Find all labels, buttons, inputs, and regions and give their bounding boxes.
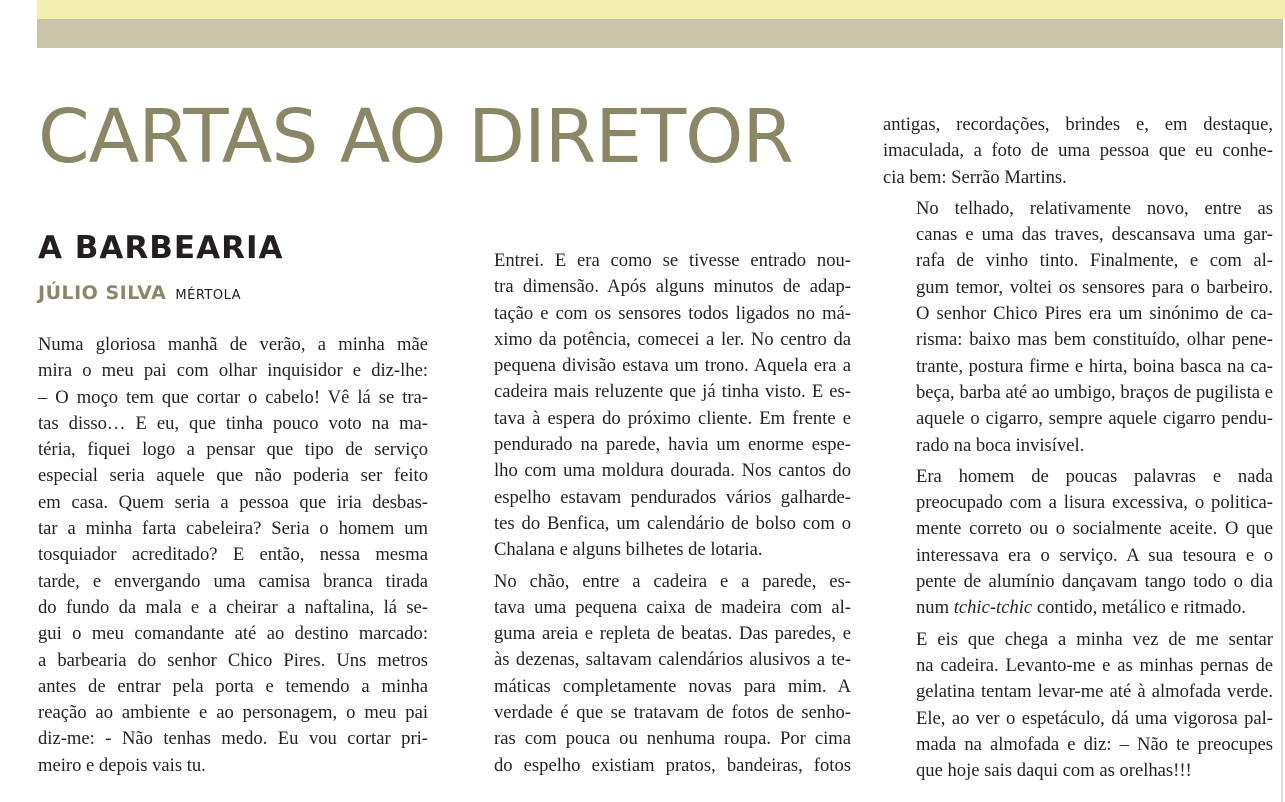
byline bbox=[38, 282, 241, 304]
text-line: trante, postura firme e hirta, boina basca na ca- bbox=[916, 355, 1273, 377]
text-line: reação ao ambiente e ao personagem, o meu pai bbox=[38, 702, 428, 724]
text-line: mada na almofada e diz: – Não te preocupes bbox=[916, 733, 1273, 755]
text-line: canas e uma das traves, descansava uma gar- bbox=[916, 224, 1273, 246]
text-line: cadeira mais reluzente que já tinha visto. E es- bbox=[494, 381, 851, 403]
text-line: interessava era o serviço. A sua tesoura e o bbox=[916, 544, 1273, 566]
text-line: risma: baixo mas bem constituído, olhar pene- bbox=[916, 329, 1273, 351]
article-column-2 bbox=[461, 248, 851, 779]
text-line: gum temor, voltei os sensores para o barbeiro. bbox=[916, 276, 1273, 298]
text-line: Ele, ao ver o espetáculo, dá uma vigorosa pal- bbox=[916, 707, 1273, 729]
paragraph bbox=[883, 627, 1273, 785]
text-line: tas disso… E eu, que tinha pouco voto na ma- bbox=[38, 412, 428, 434]
text-line: rafa de vinho tinto. Finalmente, e com al- bbox=[916, 250, 1273, 272]
text-line: a barbearia do senhor Chico Pires. Uns metros bbox=[38, 649, 428, 671]
text-line: mira o meu pai com olhar inquisidor e diz-lhe: bbox=[38, 360, 428, 382]
text-line: tação e com os sensores todos ligados no má- bbox=[494, 302, 851, 324]
text-line: antes de entrar pela porta e temendo a minha bbox=[38, 675, 428, 697]
text-line: espelho estavam pendurados vários galharde- bbox=[494, 486, 851, 508]
paragraph bbox=[883, 112, 1273, 191]
section-title: CARTAS AO DIRETOR bbox=[38, 94, 793, 180]
text-line: Era homem de poucas palavras e nada bbox=[916, 465, 1273, 487]
text-line: ximo da potência, comecei a ler. No centro da bbox=[494, 328, 851, 350]
text-line: lho com uma moldura dourada. Nos cantos do bbox=[494, 460, 851, 482]
text-line: tes do Benfica, um calendário de bolso com o bbox=[494, 512, 851, 534]
paragraph bbox=[461, 248, 851, 564]
text-line: pequena divisão estava um trono. Aquela era a bbox=[494, 355, 851, 377]
header-band-yellow bbox=[37, 0, 1285, 19]
text-line: imaculada, a foto de uma pessoa que eu conhe- bbox=[883, 140, 1273, 162]
text-line: – O moço tem que cortar o cabelo! Vê lá se tra- bbox=[38, 386, 428, 408]
text-fragment: contido, metálico e ritmado. bbox=[1032, 597, 1246, 619]
text-line: Entrei. E era como se tivesse entrado nou- bbox=[494, 250, 851, 271]
text-line: tosquiador acreditado? E então, nessa mesma bbox=[38, 544, 428, 566]
text-line: mente correto ou o socialmente aceite. O que bbox=[916, 518, 1273, 540]
text-line: do fundo da mala e a cheirar a naftalina, lá se- bbox=[38, 596, 428, 618]
text-line: em casa. Quem seria a pessoa que iria desbas- bbox=[38, 491, 428, 513]
text-line: pendurado na parede, havia um enorme espe- bbox=[494, 434, 851, 456]
text-line: E eis que chega a minha vez de me sentar bbox=[916, 628, 1273, 650]
text-line: tava à espera do próximo cliente. Em frente e bbox=[494, 407, 851, 429]
text-line: do espelho existiam pratos, bandeiras, fotos bbox=[494, 754, 851, 776]
article-title: A BARBEARIA bbox=[38, 230, 284, 266]
paragraph bbox=[883, 464, 1273, 622]
text-line: téria, fiquei logo a pensar que tipo de serviço bbox=[38, 439, 428, 461]
text-line: rado na boca invisível. bbox=[916, 434, 1085, 456]
text-line: pente de alumínio dançavam tango todo o dia bbox=[916, 571, 1273, 593]
text-line: aquele o cigarro, sempre aquele cigarro pendu- bbox=[916, 408, 1273, 430]
text-line: No chão, entre a cadeira e a parede, es- bbox=[494, 570, 851, 592]
text-line: gelatina tentam levar-me até à almofada verde. bbox=[916, 681, 1273, 703]
article-column-3 bbox=[883, 112, 1273, 784]
text-line: tra dimensão. Após alguns minutos de adap- bbox=[494, 276, 851, 298]
header-band-gray bbox=[37, 19, 1283, 48]
author-name: JÚLIO SILVA bbox=[38, 282, 167, 304]
text-line: gui o meu comandante até ao destino marcado: bbox=[38, 623, 428, 645]
text-line bbox=[883, 595, 1273, 621]
text-line: que hoje sais daqui com as orelhas!!! bbox=[916, 760, 1192, 782]
text-line: verdade é que se tratavam de fotos de senho- bbox=[494, 702, 851, 724]
article-column-1 bbox=[38, 332, 428, 779]
paragraph bbox=[883, 196, 1273, 459]
text-line: máticas completamente novas para mim. A bbox=[494, 675, 851, 697]
text-line: às dezenas, saltavam calendários alusivos a te- bbox=[494, 649, 851, 671]
text-line: No telhado, relativamente novo, entre as bbox=[916, 197, 1273, 219]
paragraph bbox=[38, 332, 428, 779]
text-line: beça, barba até ao umbigo, braços de pugilista e bbox=[916, 381, 1273, 403]
text-line: Chalana e alguns bilhetes de lotaria. bbox=[494, 539, 763, 561]
text-line: preocupado com a lisura excessiva, o politica- bbox=[916, 492, 1273, 514]
page-edge-line bbox=[1281, 48, 1283, 802]
text-line: cia bem: Serrão Martins. bbox=[883, 166, 1067, 188]
text-line: diz-me: - Não tenhas medo. Eu vou cortar pri- bbox=[38, 728, 428, 750]
text-line: ras com pouca ou nenhuma roupa. Por cima bbox=[494, 728, 851, 750]
author-place: MÉRTOLA bbox=[175, 288, 242, 303]
text-line: especial seria aquele que não poderia ser feito bbox=[38, 465, 428, 487]
text-line: tarde, e envergando uma camisa branca tirada bbox=[38, 570, 428, 592]
paragraph bbox=[461, 569, 851, 779]
text-line: na cadeira. Levanto-me e as minhas pernas de bbox=[916, 654, 1273, 676]
text-line: meiro e depois vais tu. bbox=[38, 754, 206, 776]
italic-text: tchic-tchic bbox=[953, 597, 1033, 619]
text-line: tava uma pequena caixa de madeira com al- bbox=[494, 596, 851, 618]
text-fragment: num bbox=[916, 597, 954, 619]
text-line: Numa gloriosa manhã de verão, a minha mãe bbox=[38, 334, 428, 355]
text-line: tar a minha farta cabeleira? Seria o homem um bbox=[38, 518, 428, 540]
text-line: O senhor Chico Pires era um sinónimo de ca- bbox=[916, 303, 1273, 325]
text-line: antigas, recordações, brindes e, em destaque, bbox=[883, 114, 1273, 135]
text-line: guma areia e repleta de beatas. Das paredes, e bbox=[494, 623, 851, 645]
